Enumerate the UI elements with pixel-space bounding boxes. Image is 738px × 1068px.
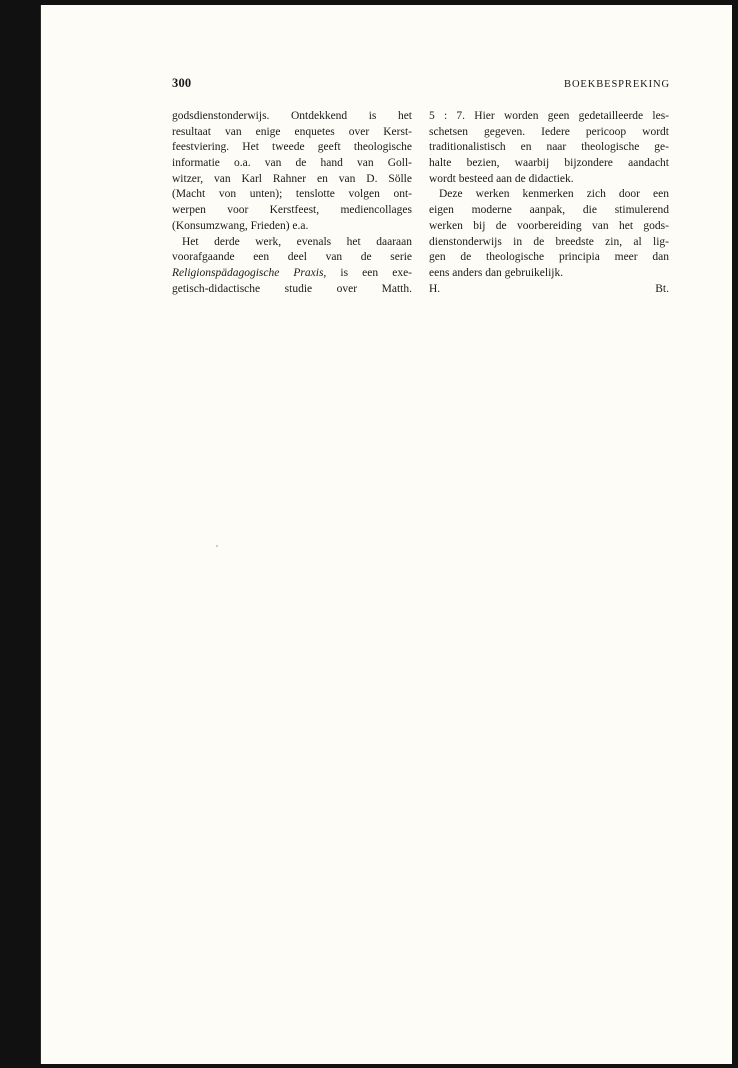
- text-line: 5 : 7. Hier worden geen gedetailleerde les-: [429, 110, 669, 122]
- signature-initial: H.: [429, 282, 441, 295]
- text-fragment: is een exe-: [326, 266, 412, 279]
- text-line: werpen voor Kerstfeest, mediencollages: [172, 204, 412, 217]
- signature-name: Bt.: [655, 282, 669, 295]
- text-line: Het derde werk, evenals het daaraan: [182, 235, 412, 248]
- text-line: eigen moderne aanpak, die stimulerend: [429, 204, 669, 217]
- text-line: schetsen gegeven. Iedere pericoop wordt: [429, 125, 669, 138]
- text-line: voorafgaande een deel van de serie: [172, 251, 412, 264]
- text-line: getisch-didactische studie over Matth.: [172, 282, 412, 295]
- scan-border-left: [0, 0, 40, 1068]
- section-title: BOEKBESPREKING: [564, 79, 670, 90]
- text-line: (Macht von unten); tenslotte volgen ont-: [172, 188, 412, 201]
- text-line: informatie o.a. van de hand van Goll-: [172, 157, 412, 170]
- text-line: werken bij de voorbereiding van het gods-: [429, 219, 669, 232]
- series-title: Religionspädagogische Praxis,: [172, 266, 327, 279]
- text-line: wordt besteed aan de didactiek.: [429, 172, 574, 185]
- scan-border-right: [732, 0, 738, 1068]
- page-number: 300: [172, 76, 192, 90]
- text-line: feestviering. Het tweede geeft theologische: [172, 141, 412, 154]
- text-line: halte bezien, waarbij bijzondere aandacht: [429, 157, 669, 170]
- text-line: gen de theologische principia meer dan: [429, 251, 669, 264]
- text-line: Deze werken kenmerken zich door een: [439, 188, 669, 201]
- text-line: witzer, van Karl Rahner en van D. Sölle: [172, 172, 412, 185]
- text-line: resultaat van enige enquetes over Kerst-: [172, 125, 412, 138]
- scan-border-bottom: [0, 1064, 738, 1068]
- text-line: dienstonderwijs in de breedste zin, al lig-: [429, 235, 669, 248]
- text-line: traditionalistisch en naar theologische ge-: [429, 141, 669, 154]
- text-line: eens anders dan gebruikelijk.: [429, 266, 564, 279]
- scan-border-top: [0, 0, 738, 5]
- paper-speck: [216, 545, 218, 547]
- left-column: [172, 109, 412, 297]
- text-line: godsdienstonderwijs. Ontdekkend is het: [172, 110, 412, 122]
- text-line: [172, 266, 412, 282]
- reviewer-signature: [429, 282, 669, 298]
- right-column: [429, 109, 669, 297]
- text-line: (Konsumzwang, Frieden) e.a.: [172, 219, 309, 232]
- running-head: [172, 76, 670, 92]
